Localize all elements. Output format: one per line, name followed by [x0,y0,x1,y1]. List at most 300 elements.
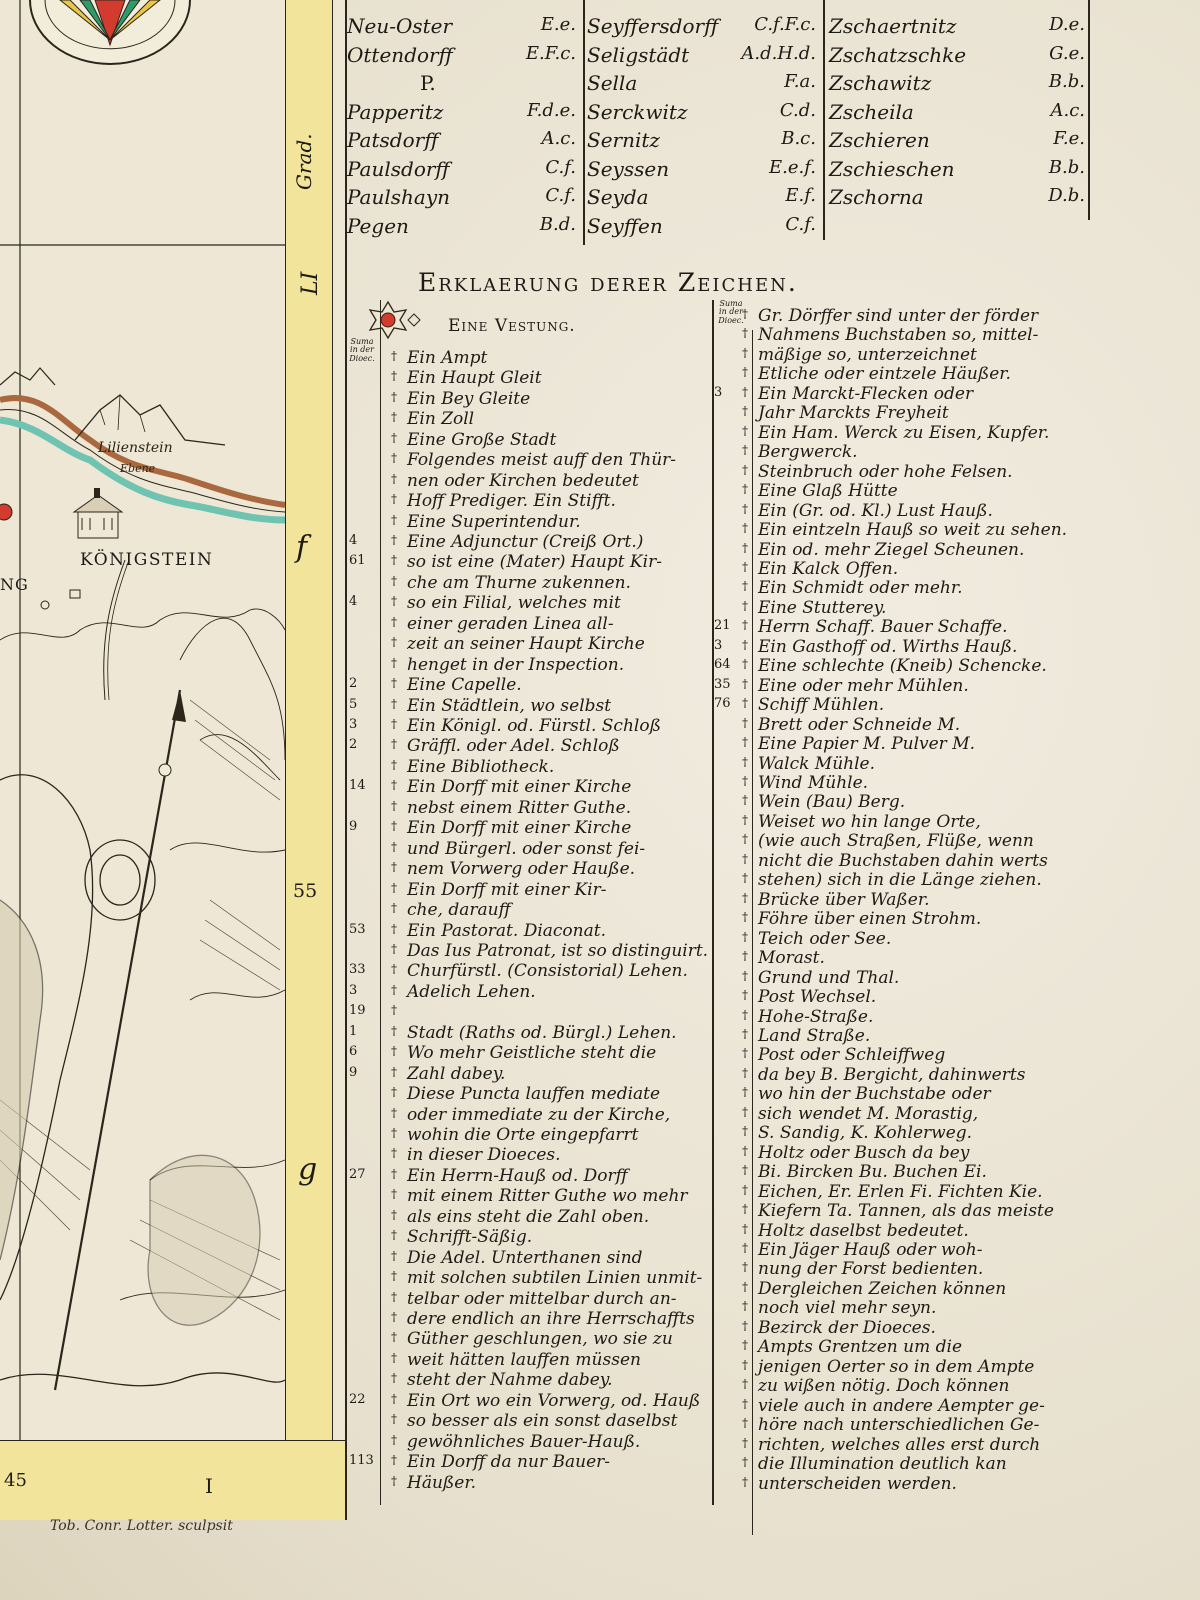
legend-entry-text: nicht die Buchstaben dahin werts [758,850,1048,871]
legend-symbol-icon: † [742,1046,748,1061]
index-grid-code: F.a. [784,71,816,92]
legend-entry-text: S. Sandig, K. Kohlerweg. [758,1123,973,1144]
index-row [345,128,580,156]
legend-symbol-icon: † [742,1085,748,1100]
legend-symbol-icon: † [742,1435,748,1450]
legend-count: 64 [714,657,731,673]
legend-entry-text: Gräffl. oder Adel. Schloß [407,736,620,757]
index-grid-code: B.b. [1048,156,1085,178]
engraver-credit: Tob. Conr. Lotter. sculpsit [50,1518,233,1534]
index-place-name: Sernitz [587,128,660,152]
index-row [827,100,1089,128]
legend-symbol-icon: † [391,1125,397,1140]
legend-entry-text: so ein Filial, welches mit [407,593,621,614]
legend-symbol-icon: † [742,1260,748,1275]
index-place-name: Zschaertnitz [829,14,957,38]
legend-entry-text: Eine Superintendur. [407,511,581,532]
legend-symbol-icon: † [391,1371,397,1386]
legend-symbol-icon: † [391,1085,397,1100]
legend-count: 4 [349,533,358,549]
legend-symbol-icon: † [742,1318,748,1333]
legend-symbol-icon: † [391,1023,397,1038]
legend-entry-text: Churfürstl. (Consistorial) Lehen. [407,961,688,982]
legend-entry-text: Folgendes meist auff den Thür- [407,450,677,471]
index-place-name: Ottendorff [347,42,453,67]
index-place-name: Seyssen [587,156,670,181]
legend-entry-text: Ein Ham. Werck zu Eisen, Kupfer. [758,422,1050,443]
legend-symbol-icon: † [742,812,748,827]
legend-entry-text: Ein Zoll [407,409,475,430]
index-place-name: P. [420,71,436,95]
legend-entry-text: Kiefern Ta. Tannen, als das meiste [758,1201,1054,1222]
legend-entry-text: che am Thurne zukennen. [407,572,631,593]
legend-entry-text: Stadt (Raths od. Bürgl.) Lehen. [407,1022,677,1043]
legend-count: 35 [714,676,731,692]
index-grid-code: E.F.c. [525,42,576,64]
legend-symbol-icon: † [391,962,397,977]
legend-entry-text: Die Adel. Unterthanen sind [407,1247,643,1268]
legend-entry-text: Herrn Schaff. Bauer Schaffe. [758,617,1008,638]
legend-title: Erklaerung derer Zeichen. [418,268,798,297]
legend-symbol-icon: † [742,1241,748,1256]
legend-count: 2 [349,676,358,692]
legend-entry-text: Eine Stutterey. [758,597,887,618]
legend-entry-text: Ein Dorff da nur Bauer- [407,1452,610,1473]
legend-symbol-icon: † [391,1044,397,1059]
index-grid-code: F.d.e. [526,99,576,121]
legend-symbol-icon: † [742,1221,748,1236]
legend-symbol-icon: † [742,423,748,438]
legend-symbol-icon: † [742,1124,748,1139]
index-row [585,71,820,99]
index-place-name: Seyffen [587,213,663,238]
index-row [345,100,580,128]
legend-symbol-icon: † [391,1269,397,1284]
index-row [345,14,580,42]
legend-entry-text: Ein Städtlein, wo selbst [407,695,612,716]
index-row [585,14,820,42]
legend-entry-text: Dergleichen Zeichen können [758,1278,1007,1299]
legend-count: 19 [349,1003,366,1019]
legend-symbol-icon: † [742,540,748,555]
legend-symbol-icon: † [742,851,748,866]
legend-entry-text: richten, welches alles erst durch [758,1434,1041,1455]
legend-symbol-icon: † [742,1338,748,1353]
legend-entry-text: unterscheiden werden. [758,1473,957,1494]
legend-symbol-icon: † [391,901,397,916]
legend-entry-text: mäßige so, unterzeichnet [758,344,977,365]
legend-symbol-icon: † [742,559,748,574]
legend-entry-text: che, darauff [407,900,511,921]
mountain-sublabel: Ebene [120,462,156,475]
legend-count: 53 [349,921,366,937]
index-row [585,100,820,128]
index-place-name: Zschawitz [829,71,932,95]
index-row [585,185,820,213]
legend-count: 3 [714,384,723,400]
legend-symbol-icon: † [742,1143,748,1158]
legend-entry-text: höre nach unterschiedlichen Ge- [758,1415,1040,1436]
legend-symbol-icon: † [742,871,748,886]
index-row [585,157,820,185]
legend-symbol-icon: † [742,618,748,633]
index-grid-code: C.f. [545,185,576,206]
index-place-name: Seligstädt [587,42,690,67]
legend-symbol-icon: † [742,735,748,750]
margin-letter-f: f [296,530,308,565]
margin-45-label: 45 [4,1470,27,1491]
legend-symbol-icon: † [391,655,397,670]
legend-symbol-icon: † [391,1166,397,1181]
legend-entry-text: Walck Mühle. [758,753,875,774]
legend-entry-text: Steinbruch oder hohe Felsen. [758,461,1013,482]
legend-symbol-icon: † [391,573,397,588]
legend-symbol-icon: † [391,1391,397,1406]
index-grid-code: D.b. [1048,185,1085,206]
legend-symbol-icon: † [391,1003,397,1018]
legend-symbol-icon: † [742,1007,748,1022]
legend-symbol-icon: † [742,657,748,672]
legend-entry-text: wo hin der Buchstabe oder [758,1084,991,1105]
index-grid-code: C.f. [785,213,816,235]
legend-symbol-icon: † [391,819,397,834]
legend-symbol-icon: † [742,696,748,711]
legend-entry-text: Ein Dorff mit einer Kirche [407,777,632,798]
legend-entry-text: zu wißen nötig. Doch können [758,1376,1010,1397]
legend-entry-text: einer geraden Linea all- [407,613,614,634]
index-grid-code: B.b. [1048,71,1085,92]
legend-symbol-icon: † [742,1065,748,1080]
index-place-name: Patsdorff [347,128,439,152]
index-place-name: Serckwitz [587,99,688,124]
index-row [827,14,1089,42]
legend-count: 5 [349,696,358,712]
legend-entry-text: wohin die Orte eingepfarrt [407,1124,639,1145]
legend-symbol-icon: † [391,389,397,404]
legend-count: 113 [349,1453,374,1469]
legend-entry-text: Schiff Mühlen. [758,695,885,716]
legend-right-column [712,300,1100,1520]
legend-symbol-icon: † [742,1279,748,1294]
legend-symbol-icon: † [742,1474,748,1489]
legend-entry-text: Ein Dorff mit einer Kirche [407,818,632,839]
legend-entry-text: die Illumination deutlich kan [758,1454,1007,1475]
margin-li-label: LI [298,271,323,295]
legend-entry-text: Ein Gasthoff od. Wirths Hauß. [758,636,1018,657]
legend-symbol-icon: † [742,1104,748,1119]
compass-rose-icon [30,0,190,64]
legend-count: 21 [714,618,731,634]
legend-symbol-icon: † [391,1289,397,1304]
legend-count: 76 [714,696,731,712]
margin-letter-i: I [205,1474,213,1498]
legend-symbol-icon: † [391,941,397,956]
legend-symbol-icon: † [742,521,748,536]
legend-symbol-icon: † [742,910,748,925]
legend-entry-text: Brücke über Waßer. [758,889,930,910]
legend-symbol-icon: † [742,637,748,652]
legend-entry-text: Ein Ampt [407,348,488,368]
legend-symbol-icon: † [391,1412,397,1427]
legend-entry-text: Ein Bey Gleite [407,388,531,409]
legend-entry-text: Ein Ort wo ein Vorwerg, od. Hauß [407,1390,701,1411]
index-place-name: Seyffersdorff [587,14,719,38]
legend-entry-text: Morast. [758,948,825,969]
legend-symbol-icon: † [391,982,397,997]
legend-entry-text: nen oder Kirchen bedeutet [407,470,639,491]
legend-entry-text: Eine Große Stadt [407,429,557,450]
legend-symbol-icon: † [742,404,748,419]
konigstein-fortress-icon [74,488,122,538]
legend-entry-text: Wo mehr Geistliche steht die [407,1043,657,1064]
legend-symbol-icon: † [742,793,748,808]
legend-symbol-icon: † [742,1163,748,1178]
legend-count: 3 [349,717,358,733]
index-place-name: Zscheila [829,99,914,124]
legend-symbol-icon: † [391,737,397,752]
legend-entry-text: Eine Papier M. Pulver M. [758,734,976,755]
index-row [585,43,820,71]
legend-entry-text: Ein Königl. od. Fürstl. Schloß [407,716,661,737]
legend-count: 2 [349,737,358,753]
legend-symbol-icon: † [742,1396,748,1411]
legend-entry-text: Ein Marckt-Flecken oder [758,383,974,404]
legend-count: 3 [714,637,723,653]
legend-symbol-icon: † [742,1357,748,1372]
legend-entry-text: Post Wechsel. [758,987,877,1008]
legend-entry-text: nung der Forst bedienten. [758,1259,984,1280]
legend-entry-text: Gr. Dörffer sind unter der förder [758,306,1039,326]
index-row [345,157,580,185]
legend-symbol-icon: † [742,384,748,399]
legend-symbol-icon: † [742,462,748,477]
legend-entry-text: Eine oder mehr Mühlen. [758,675,969,696]
legend-symbol-icon: † [391,614,397,629]
legend-entry-text: Jahr Marckts Freyheit [758,403,949,424]
legend-suffix-header-right: Suma in der Dioec. [718,299,744,325]
legend-symbol-icon: † [391,369,397,384]
legend-count: 9 [349,1064,358,1080]
index-grid-code: A.c. [541,128,576,149]
legend-symbol-icon: † [391,349,397,363]
legend-symbol-icon: † [391,533,397,548]
legend-entry-text: Güther geschlungen, wo sie zu [407,1329,673,1350]
index-grid-code: B.c. [781,128,816,149]
legend-symbol-icon: † [742,598,748,613]
legend-entry-text: Ein Schmidt oder mehr. [758,578,963,599]
legend-entry-text: Ein Dorff mit einer Kir- [407,879,607,900]
legend-count: 6 [349,1044,358,1060]
legend-symbol-icon: † [391,1064,397,1079]
legend-entry-text: da bey B. Bergicht, dahinwerts [758,1064,1026,1085]
legend-symbol-icon: † [742,890,748,905]
legend-count: 22 [349,1391,366,1407]
legend-entry-text: Ein Jäger Hauß oder woh- [758,1240,983,1261]
legend-entry-text: mit einem Ritter Guthe wo mehr [407,1186,688,1207]
legend-entry-text: Bergwerck. [758,442,858,463]
legend-entry-text: Bezirck der Dioeces. [758,1317,936,1338]
legend-symbol-icon: † [391,839,397,854]
index-row [827,71,1089,99]
legend-count: 14 [349,778,366,794]
legend-symbol-icon: † [391,1330,397,1345]
index-row [827,43,1089,71]
legend-symbol-icon: † [742,1182,748,1197]
legend-entry-text: Holtz daselbst bedeutet. [758,1220,969,1241]
legend-entry-text: Nahmens Buchstaben so, mittel- [758,325,1039,346]
legend-symbol-icon: † [391,635,397,650]
index-row [345,214,580,242]
legend-symbol-icon: † [742,443,748,458]
margin-letter-g: g [298,1152,318,1187]
legend-symbol-icon: † [391,1453,397,1468]
index-row [345,43,580,71]
index-place-name: Seyda [587,185,649,209]
legend-entry-text: Schrifft-Säßig. [407,1227,533,1248]
legend-symbol-icon: † [742,968,748,983]
index-grid-code: C.f.F.c. [754,14,816,35]
legend-symbol-icon: † [742,307,748,321]
legend-symbol-icon: † [742,482,748,497]
place-index-table [345,0,1090,245]
legend-entry-text: steht der Nahme dabey. [407,1370,613,1391]
legend-suffix-header-left: Suma in der Dioec. [349,337,375,363]
legend-entry-text: Wind Mühle. [758,773,869,794]
legend-entry-text: Eine Adjunctur (Creiß Ort.) [407,532,644,553]
legend-symbol-icon: † [742,579,748,594]
legend-symbol-icon: † [391,1248,397,1263]
index-place-name: Zschorna [829,185,924,209]
legend-symbol-icon: † [742,1455,748,1470]
legend-symbol-icon: † [391,880,397,895]
legend-symbol-icon: † [391,757,397,772]
legend-entry-text: Eine Glaß Hütte [758,481,898,502]
index-grid-code: C.d. [779,99,816,121]
index-place-name: Neu-Oster [347,14,453,38]
legend-entry-text: Ein Pastorat. Diaconat. [407,920,606,941]
index-place-name: Zschieren [829,128,930,152]
legend-symbol-icon: † [391,553,397,568]
legend-count: 9 [349,819,358,835]
legend-entry-text: Hohe-Straße. [758,1006,874,1027]
legend-entry-text: Eine Bibliotheck. [407,756,555,777]
legend-count: 61 [349,553,366,569]
legend-entry-text: Holtz oder Busch da bey [758,1142,970,1163]
legend-entry-text: Grund und Thal. [758,967,900,988]
legend-entry-text: Ein eintzeln Hauß so weit zu sehen. [758,520,1068,541]
legend-entry-text: Das Ius Patronat, ist so distinguirt. [407,940,709,961]
map-panel [0,0,347,1520]
legend-symbol-icon: † [391,492,397,507]
legend-symbol-icon: † [742,365,748,380]
legend-symbol-icon: † [742,1026,748,1041]
legend-entry-text: Ein od. mehr Ziegel Scheunen. [758,539,1025,560]
legend-symbol-icon: † [742,754,748,769]
index-place-name: Paulsdorff [347,156,450,181]
legend-entry-text: mit solchen subtilen Linien unmit- [407,1268,703,1289]
legend-entry-text: Zahl dabey. [407,1063,506,1084]
index-place-name: Pegen [347,213,409,238]
legend-symbol-icon: † [391,778,397,793]
legend-symbol-icon: † [742,929,748,944]
legend-entry-text: Land Straße. [758,1025,871,1046]
legend-symbol-icon: † [742,1377,748,1392]
legend-symbol-icon: † [391,512,397,527]
legend-symbol-icon: † [391,1309,397,1324]
legend-symbol-icon: † [742,832,748,847]
legend-entry-text: Weiset wo hin lange Orte, [758,811,981,832]
legend-entry-text: so ist eine (Mater) Haupt Kir- [407,552,662,573]
index-row [827,157,1089,185]
legend-symbol-icon: † [391,676,397,691]
legend-entry-text: Hoff Prediger. Ein Stifft. [407,491,616,512]
index-grid-code: E.f. [785,185,816,206]
legend-fortress-label: Eine Vestung. [448,316,576,336]
legend-count: 3 [349,982,358,998]
legend-symbol-icon: † [391,1105,397,1120]
legend-symbol-icon: † [391,410,397,425]
town-label-konigstein: KÖNIGSTEIN [80,550,214,570]
legend-entry-text: Eine schlechte (Kneib) Schencke. [758,656,1047,677]
legend-entry-text: Ein Haupt Gleit [407,368,542,389]
index-grid-code: D.e. [1049,14,1085,35]
legend-symbol-icon: † [391,471,397,486]
legend-symbol-icon: † [742,326,748,341]
column-rule [823,0,825,240]
legend-symbol-icon: † [391,1187,397,1202]
legend-entry-text: Wein (Bau) Berg. [758,792,906,813]
index-place-name: Zschieschen [829,156,955,181]
index-row [585,214,820,242]
legend-entry-text: Ein (Gr. od. Kl.) Lust Hauß. [758,500,993,521]
legend-symbol-icon: † [391,798,397,813]
legend-entry-text: als eins steht die Zahl oben. [407,1206,650,1227]
index-place-name: Sella [587,71,638,95]
legend-entry-text: sich wendet M. Morastig, [758,1103,979,1124]
index-grid-code: B.d. [539,213,576,235]
index-grid-code: A.d.H.d. [741,42,816,64]
legend-left-column [345,300,713,1520]
index-place-name: Paulshayn [347,185,451,209]
legend-entry-text: Diese Puncta lauffen mediate [407,1084,661,1105]
legend-entry-text: in dieser Dioeces. [407,1145,561,1166]
legend-entry-text: weit hätten lauffen müssen [407,1349,641,1370]
legend-count: 27 [349,1166,366,1182]
legend-entry-text: Föhre über einen Strohm. [758,909,982,930]
index-grid-code: F.e. [1053,128,1085,149]
legend-entry-text: oder immediate zu der Kirche, [407,1104,671,1125]
legend-symbol-icon: † [742,774,748,789]
legend-count: 1 [349,1023,358,1039]
legend-count: 4 [349,594,358,610]
legend-symbol-icon: † [391,696,397,711]
legend-entry-text: viele auch in andere Aempter ge- [758,1395,1045,1416]
legend-entry-text: gewöhnliches Bauer-Hauß. [407,1431,641,1452]
index-grid-code: C.f. [545,156,576,178]
index-grid-code: A.c. [1050,99,1085,121]
town-label-partial: NG [0,575,29,594]
legend-entry-text: stehen) sich in die Länge ziehen. [758,870,1042,891]
legend-symbol-icon: † [391,860,397,875]
index-grid-code: E.e. [540,14,576,35]
legend-symbol-icon: † [742,1416,748,1431]
map-frame-yellow [285,0,333,1520]
margin-55-label: 55 [293,880,318,902]
legend-entry-text: Eine Capelle. [407,675,522,696]
index-row [345,71,580,99]
legend-symbol-icon: † [391,921,397,936]
index-row [827,128,1089,156]
